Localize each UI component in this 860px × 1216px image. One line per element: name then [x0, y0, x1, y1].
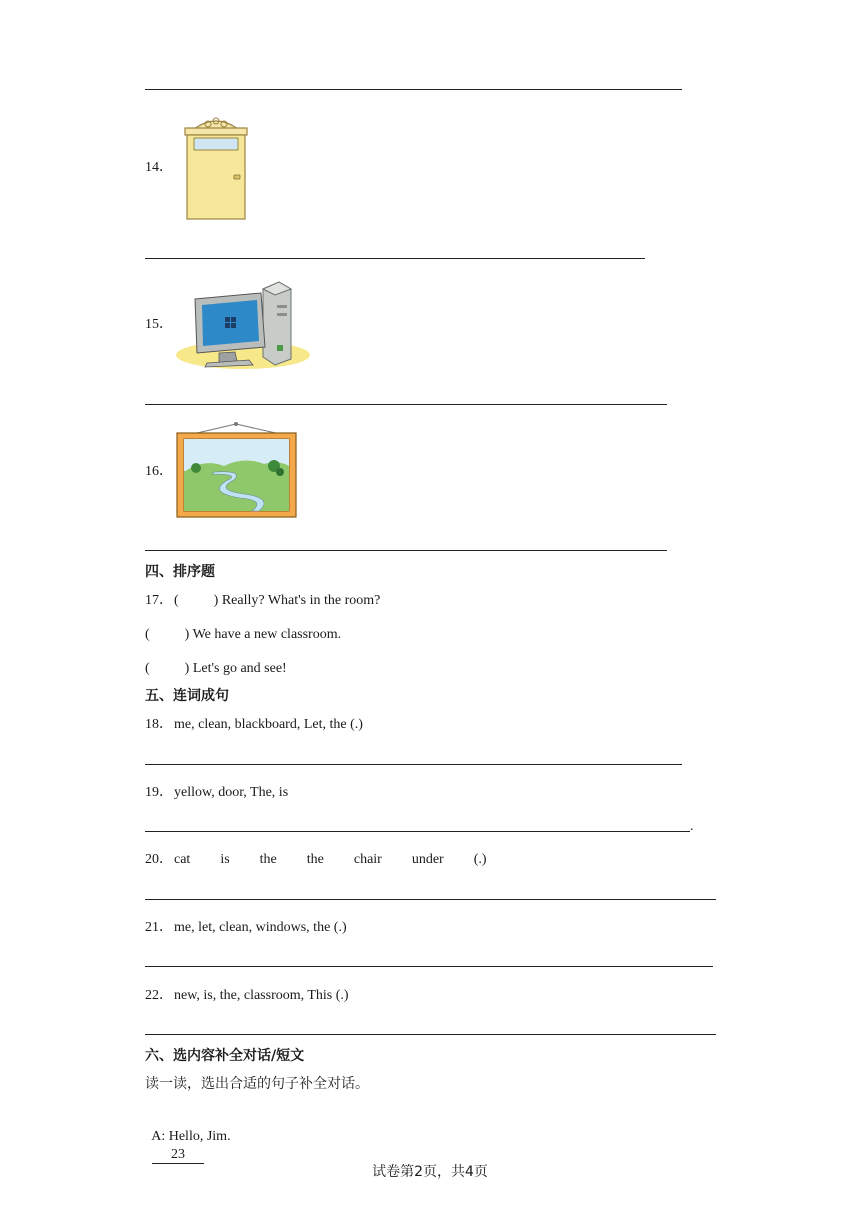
answer-line-18 [145, 764, 682, 765]
answer-line-19 [145, 831, 690, 832]
computer-icon [175, 277, 315, 372]
section-6-instruction: 读一读，选出合适的句子补全对话。 [145, 1076, 369, 1092]
question-number-22: 22． [145, 988, 173, 1003]
question-text-18: me, clean, blackboard, Let, the (.) [174, 717, 363, 732]
dialogue-prefix: A: Hello, Jim. [151, 1129, 231, 1144]
question-number-15: 15． [145, 317, 173, 332]
question-number-19: 19． [145, 785, 173, 800]
section-5-title: 五、连词成句 [145, 688, 229, 704]
framed-painting-icon [174, 420, 299, 520]
answer-line-16 [145, 550, 667, 551]
answer-line-15 [145, 404, 667, 405]
answer-line-13 [145, 89, 682, 90]
dialogue-line-a [145, 1110, 231, 1164]
question-number-21: 21． [145, 920, 173, 935]
door-icon [180, 115, 252, 221]
page-footer: 试卷第2页，共4页 [372, 1164, 488, 1180]
answer-line-21 [145, 966, 713, 967]
question-text-22: new, is, the, classroom, This (.) [174, 988, 349, 1003]
question-text-19: yellow, door, The, is [174, 785, 289, 800]
question-number-14: 14． [145, 160, 173, 175]
answer-line-22 [145, 1034, 716, 1035]
ordering-item-3: ( ) Let's go and see! [145, 661, 287, 676]
question-number-18: 18． [145, 717, 173, 732]
answer-line-20 [145, 899, 716, 900]
section-6-title: 六、选内容补全对话/短文 [145, 1048, 305, 1064]
question-text-21: me, let, clean, windows, the (.) [174, 920, 347, 935]
question-text-20: cat is the the chair under (.) [174, 852, 487, 867]
question-number-20: 20． [145, 852, 173, 867]
ordering-item-2: ( ) We have a new classroom. [145, 627, 342, 642]
ordering-item-1: ( ) Really? What's in the room? [174, 593, 381, 608]
question-number-17: 17． [145, 593, 173, 608]
blank-23[interactable]: 23 [152, 1147, 204, 1164]
answer-line-19-period: . [690, 819, 694, 834]
answer-line-14 [145, 258, 645, 259]
question-number-16: 16． [145, 464, 173, 479]
section-4-title: 四、排序题 [145, 564, 215, 580]
